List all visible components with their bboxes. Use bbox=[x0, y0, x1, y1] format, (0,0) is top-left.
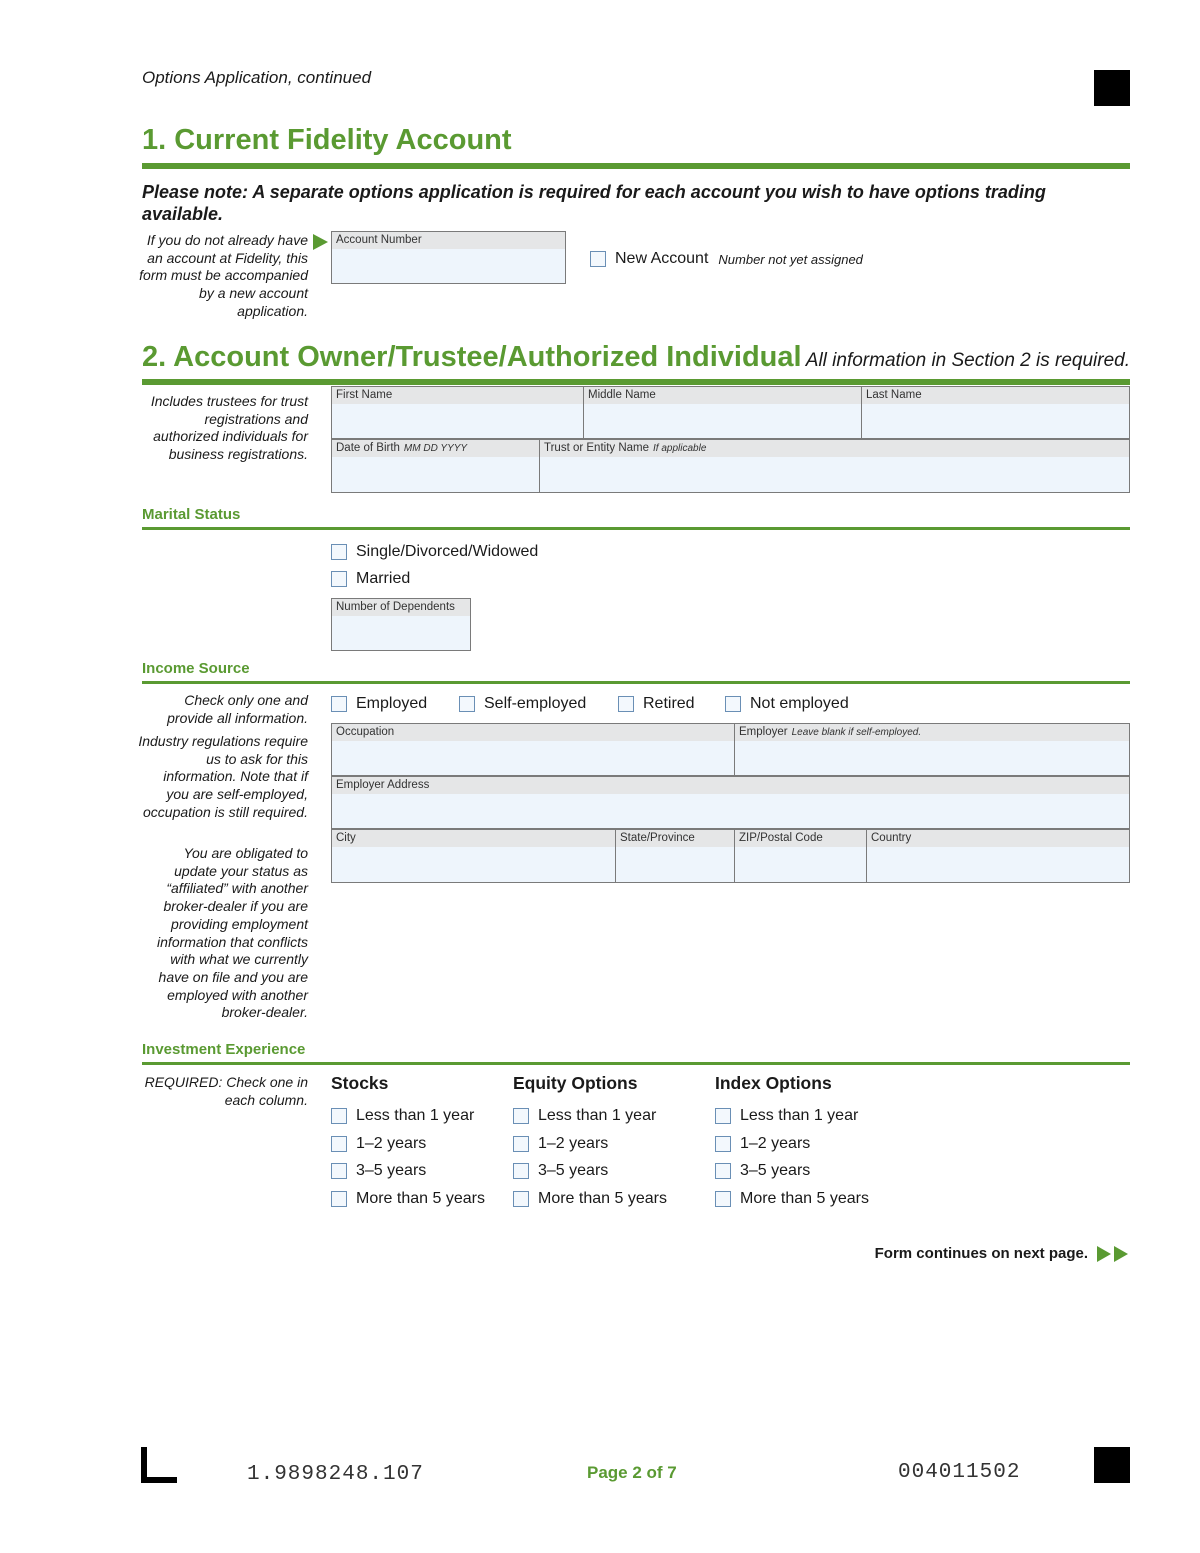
checkbox-icon bbox=[590, 251, 606, 267]
income-employed-checkbox[interactable] bbox=[331, 695, 427, 713]
marital-single-label: Single/Divorced/Widowed bbox=[356, 543, 539, 560]
equity-option-checkbox[interactable] bbox=[513, 1107, 656, 1125]
zip-field[interactable] bbox=[734, 829, 867, 883]
income-self-employed-label: Self-employed bbox=[484, 695, 587, 712]
trust-name-label: Trust or Entity Name If applicable bbox=[540, 440, 1129, 457]
equity-option-checkbox[interactable] bbox=[513, 1135, 608, 1153]
checkbox-icon bbox=[331, 696, 347, 712]
page-number: Page 2 of 7 bbox=[587, 1463, 677, 1482]
new-account-label: New Account bbox=[615, 250, 709, 267]
state-field[interactable] bbox=[615, 829, 735, 883]
dependents-field[interactable] bbox=[331, 598, 471, 651]
option-label: More than 5 years bbox=[356, 1190, 485, 1207]
section2-title: 2. Account Owner/Trustee/Authorized Individual bbox=[142, 341, 802, 373]
country-label: Country bbox=[867, 830, 1129, 847]
option-label: More than 5 years bbox=[538, 1190, 667, 1207]
stocks-option-checkbox[interactable] bbox=[331, 1107, 474, 1125]
marital-married-label: Married bbox=[356, 570, 411, 587]
middle-name-label: Middle Name bbox=[584, 387, 861, 404]
checkbox-icon bbox=[331, 1163, 347, 1179]
checkbox-icon bbox=[331, 1191, 347, 1207]
document-number: 004011502 bbox=[898, 1461, 1021, 1484]
last-name-field[interactable] bbox=[861, 386, 1130, 439]
income-side-note-1: Check only one and provide all information. bbox=[167, 692, 308, 726]
section1-rule bbox=[142, 163, 1130, 169]
employer-label: Employer Leave blank if self-employed. bbox=[735, 724, 1129, 741]
trust-name-field[interactable] bbox=[539, 439, 1130, 493]
section2-side-note: Includes trustees for trust registrations and authorized individuals for business registrations. bbox=[150, 393, 308, 463]
section2-required-note: All information in Section 2 is required. bbox=[805, 350, 1130, 371]
equity-option-checkbox[interactable] bbox=[513, 1162, 608, 1180]
checkbox-icon bbox=[715, 1163, 731, 1179]
new-account-checkbox[interactable] bbox=[590, 250, 863, 268]
income-employed-label: Employed bbox=[356, 695, 428, 712]
country-field[interactable] bbox=[866, 829, 1130, 883]
income-source-title: Income Source bbox=[142, 660, 250, 677]
new-account-note: Number not yet assigned bbox=[718, 251, 863, 267]
option-label: Less than 1 year bbox=[356, 1107, 475, 1124]
continued-header: Options Application, continued bbox=[142, 68, 372, 87]
occupation-label: Occupation bbox=[332, 724, 734, 741]
index-option-checkbox[interactable] bbox=[715, 1162, 810, 1180]
city-field[interactable] bbox=[331, 829, 616, 883]
form-continues-note: Form continues on next page. bbox=[874, 1245, 1088, 1262]
option-label: 1–2 years bbox=[538, 1135, 609, 1152]
checkbox-icon bbox=[513, 1108, 529, 1124]
index-option-checkbox[interactable] bbox=[715, 1107, 858, 1125]
account-number-field[interactable] bbox=[331, 231, 566, 284]
checkbox-icon bbox=[513, 1191, 529, 1207]
stocks-option-checkbox[interactable] bbox=[331, 1135, 426, 1153]
account-number-label: Account Number bbox=[332, 232, 565, 249]
dob-field[interactable] bbox=[331, 439, 540, 493]
marital-rule bbox=[142, 527, 1130, 530]
checkbox-icon bbox=[331, 571, 347, 587]
equity-options-heading: Equity Options bbox=[513, 1073, 638, 1093]
checkbox-icon bbox=[715, 1108, 731, 1124]
stocks-option-checkbox[interactable] bbox=[331, 1190, 485, 1208]
option-label: 3–5 years bbox=[538, 1162, 609, 1179]
first-name-field[interactable] bbox=[331, 386, 584, 439]
employer-address-label: Employer Address bbox=[332, 777, 1129, 794]
option-label: Less than 1 year bbox=[740, 1107, 859, 1124]
checkbox-icon bbox=[715, 1191, 731, 1207]
investment-experience-title: Investment Experience bbox=[142, 1041, 306, 1058]
checkbox-icon bbox=[331, 544, 347, 560]
stocks-heading: Stocks bbox=[331, 1073, 389, 1093]
corner-mark-horizontal bbox=[141, 1477, 177, 1483]
arrow-right-icon bbox=[313, 234, 329, 250]
checkbox-icon bbox=[725, 696, 741, 712]
checkbox-icon bbox=[331, 1136, 347, 1152]
section1-side-note: If you do not already have an account at Fidelity, this form must be accompanied by a new account application. bbox=[139, 232, 308, 319]
experience-rule bbox=[142, 1062, 1130, 1065]
option-label: 1–2 years bbox=[740, 1135, 811, 1152]
option-label: 1–2 years bbox=[356, 1135, 427, 1152]
checkbox-icon bbox=[715, 1136, 731, 1152]
form-code: 1.9898248.107 bbox=[247, 1463, 424, 1486]
option-label: More than 5 years bbox=[740, 1190, 869, 1207]
checkbox-icon bbox=[513, 1136, 529, 1152]
occupation-field[interactable] bbox=[331, 723, 735, 776]
employer-address-field[interactable] bbox=[331, 776, 1130, 829]
income-side-note-2: Industry regulations require us to ask for this information. Note that if you are self-employed, occupation is still required. bbox=[138, 733, 308, 820]
double-arrow-icon bbox=[1097, 1246, 1131, 1262]
employer-field[interactable] bbox=[734, 723, 1130, 776]
city-label: City bbox=[332, 830, 615, 847]
marital-married-checkbox[interactable] bbox=[331, 570, 410, 588]
dob-label: Date of Birth MM DD YYYY bbox=[332, 440, 539, 457]
index-option-checkbox[interactable] bbox=[715, 1190, 869, 1208]
option-label: 3–5 years bbox=[740, 1162, 811, 1179]
first-name-label: First Name bbox=[332, 387, 583, 404]
section2-rule bbox=[142, 379, 1130, 385]
marital-status-title: Marital Status bbox=[142, 506, 241, 523]
state-label: State/Province bbox=[616, 830, 734, 847]
index-options-heading: Index Options bbox=[715, 1073, 832, 1093]
marital-single-checkbox[interactable] bbox=[331, 543, 538, 561]
checkbox-icon bbox=[331, 1108, 347, 1124]
checkbox-icon bbox=[513, 1163, 529, 1179]
income-rule bbox=[142, 681, 1130, 684]
checkbox-icon bbox=[459, 696, 475, 712]
income-not-employed-checkbox[interactable] bbox=[725, 695, 849, 713]
income-side-note-3: You are obligated to update your status as “affiliated” with another broker-dealer if you are providing employment information that conflicts with what we currently have on file and you are employed with another broker-dealer. bbox=[157, 845, 308, 1021]
section1-title: 1. Current Fidelity Account bbox=[142, 124, 512, 156]
zip-label: ZIP/Postal Code bbox=[735, 830, 866, 847]
stocks-option-checkbox[interactable] bbox=[331, 1162, 426, 1180]
income-self-employed-checkbox[interactable] bbox=[459, 695, 586, 713]
index-option-checkbox[interactable] bbox=[715, 1135, 810, 1153]
checkbox-icon bbox=[618, 696, 634, 712]
income-retired-label: Retired bbox=[643, 695, 695, 712]
section1-note: Please note: A separate options application is required for each account you wish to have options trading available. bbox=[142, 182, 1046, 224]
middle-name-field[interactable] bbox=[583, 386, 862, 439]
registration-mark bbox=[1094, 1447, 1130, 1483]
equity-option-checkbox[interactable] bbox=[513, 1190, 667, 1208]
dependents-label: Number of Dependents bbox=[332, 599, 470, 616]
option-label: 3–5 years bbox=[356, 1162, 427, 1179]
option-label: Less than 1 year bbox=[538, 1107, 657, 1124]
experience-side-note: REQUIRED: Check one in each column. bbox=[144, 1074, 308, 1108]
last-name-label: Last Name bbox=[862, 387, 1129, 404]
registration-mark bbox=[1094, 70, 1130, 106]
income-retired-checkbox[interactable] bbox=[618, 695, 695, 713]
income-not-employed-label: Not employed bbox=[750, 695, 849, 712]
